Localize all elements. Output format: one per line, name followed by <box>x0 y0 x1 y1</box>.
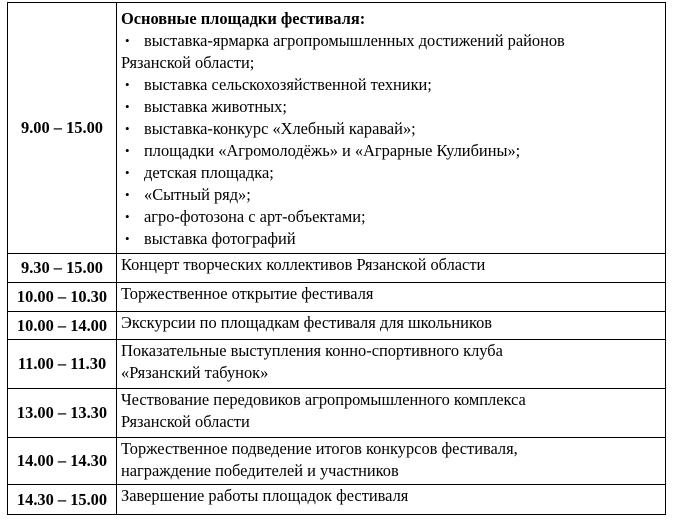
time-cell: 9.00 – 15.00 <box>8 3 117 254</box>
table-row <box>8 312 666 340</box>
list-item <box>121 228 661 250</box>
event-text: Завершение работы площадок фестиваля <box>121 486 409 505</box>
event-cell <box>117 312 666 340</box>
time-cell: 14.00 – 14.30 <box>8 438 117 485</box>
list-item <box>121 118 661 140</box>
venues-list <box>121 30 661 250</box>
list-item-text: агро-фотозона с арт-объектами; <box>144 207 366 226</box>
time-cell: 9.30 – 15.00 <box>8 254 117 283</box>
list-item-text: выставка сельскохозяйственной техники; <box>144 75 432 94</box>
event-cell <box>117 438 666 485</box>
table-row <box>8 3 666 254</box>
event-text: Торжественное подведение итогов конкурсов фестиваля, <box>121 439 518 458</box>
bullet-icon: • <box>125 209 130 224</box>
table-row <box>8 340 666 389</box>
event-text: Рязанской области <box>121 412 250 431</box>
event-cell <box>117 485 666 515</box>
event-text: Концерт творческих коллективов Рязанской области <box>121 255 486 274</box>
festival-schedule-table <box>7 2 666 515</box>
list-item-text: выставка-ярмарка агропромышленных достижений районов <box>144 31 565 50</box>
list-item-text: Рязанской области; <box>121 53 255 72</box>
list-item <box>121 206 661 228</box>
event-text: Чествование передовиков агропромышленного комплекса <box>121 390 526 409</box>
time-cell: 11.00 – 11.30 <box>8 340 117 389</box>
event-text: Экскурсии по площадкам фестиваля для школьников <box>121 313 493 332</box>
table-row <box>8 389 666 438</box>
list-item <box>121 74 661 96</box>
bullet-icon: • <box>125 33 130 48</box>
event-text: Показательные выступления конно-спортивного клуба <box>121 341 503 360</box>
list-item-continuation <box>121 52 661 74</box>
list-item <box>121 162 661 184</box>
list-item-text: площадки «Агромолодёжь» и «Аграрные Кулибины»; <box>144 141 521 160</box>
table-row <box>8 283 666 312</box>
event-text: «Рязанский табунок» <box>121 363 269 382</box>
event-text: Торжественное открытие фестиваля <box>121 284 374 303</box>
table-row <box>8 438 666 485</box>
list-item-text: «Сытный ряд»; <box>144 185 251 204</box>
event-text: награждение победителей и участников <box>121 461 399 480</box>
time-cell: 13.00 – 13.30 <box>8 389 117 438</box>
list-item <box>121 96 661 118</box>
event-cell <box>117 389 666 438</box>
list-item-text: детская площадка; <box>144 163 274 182</box>
list-item <box>121 184 661 206</box>
list-item-text: выставка животных; <box>144 97 287 116</box>
table-row <box>8 254 666 283</box>
event-cell <box>117 3 666 254</box>
time-cell: 14.30 – 15.00 <box>8 485 117 515</box>
bullet-icon: • <box>125 165 130 180</box>
bullet-icon: • <box>125 231 130 246</box>
table-row <box>8 485 666 515</box>
bullet-icon: • <box>125 143 130 158</box>
event-cell <box>117 283 666 312</box>
event-cell <box>117 254 666 283</box>
list-item-text: выставка фотографий <box>144 229 296 248</box>
venues-heading: Основные площадки фестиваля: <box>121 9 366 28</box>
bullet-icon: • <box>125 77 130 92</box>
time-cell: 10.00 – 14.00 <box>8 312 117 340</box>
list-item <box>121 30 661 52</box>
time-cell: 10.00 – 10.30 <box>8 283 117 312</box>
bullet-icon: • <box>125 121 130 136</box>
list-item <box>121 140 661 162</box>
bullet-icon: • <box>125 99 130 114</box>
bullet-icon: • <box>125 187 130 202</box>
event-cell <box>117 340 666 389</box>
list-item-text: выставка-конкурс «Хлебный каравай»; <box>144 119 416 138</box>
